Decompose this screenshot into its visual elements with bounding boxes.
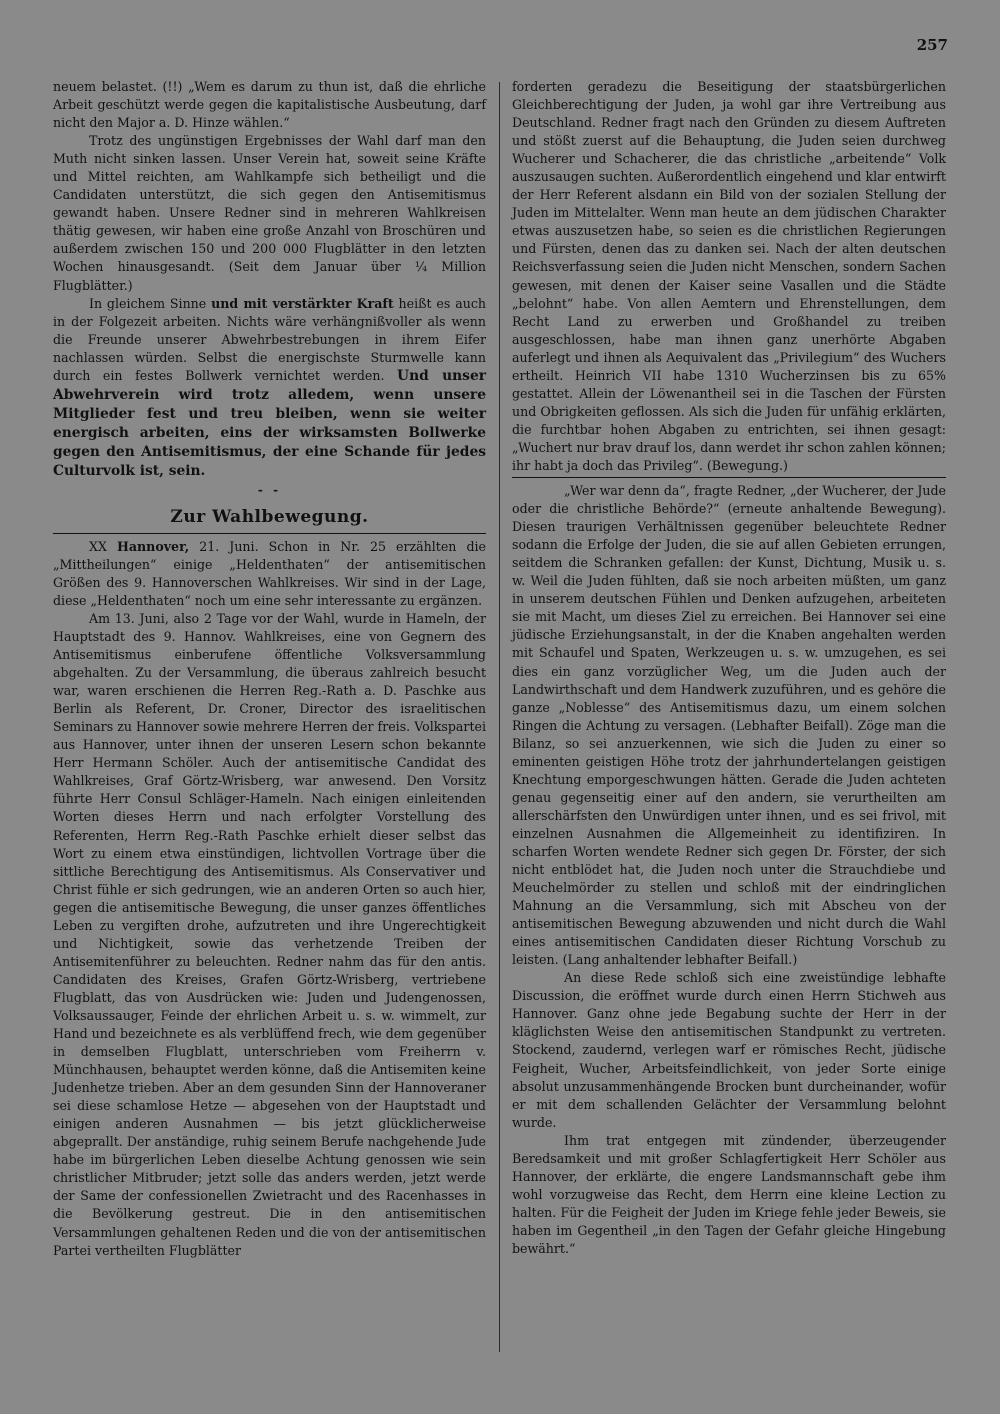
right-paragraph-4: Ihm trat entgegen mit zündender, überzeugender Beredsamkeit und mit großer Schlagfertigkeit Herr Schöler aus Hannover, der erklärte, die engere Landsmannschaft gebe ihm wohl vorzugweise das Recht, dem Herrn eine kleine Lection zu halten. Für die Feigheit der Juden im Kriege fehle jeder Beweis, sie haben im Gegentheil „in den Tagen der Gefahr gleiche Hingebung bewährt.“ [512, 1132, 946, 1256]
paragraph-3-emphasis: und mit verstärkter Kraft [211, 295, 394, 311]
paragraph-3-body: heißt es auch in der Folgezeit arbeiten. Nichts wäre verhängnißvoller als wenn die Freunde unserer Abwehrbestrebungen in ihrem Eifer nachlassen würden. Selbst die energischste Sturmwelle kann durch ein festes Bollwerk vernichtet werden. [53, 295, 486, 383]
left-paragraph-3 [53, 295, 486, 481]
page-number: 257 [916, 36, 948, 54]
column-rule [512, 477, 946, 478]
left-paragraph-5: Am 13. Juni, also 2 Tage vor der Wahl, wurde in Hameln, der Hauptstadt des 9. Hannov. Wahlkreises, eine von Gegnern des Antisemitismus einberufene öffentliche Volksversammlung abgehalten. Zu der Versammlung, die überaus zahlreich besucht war, waren erschienen die Herren Reg.-Rath a. D. Paschke aus Berlin als Referent, Dr. Croner, Director des israelitischen Seminars zu Hannover sowie mehrere Herren der freis. Volkspartei aus Hannover, unter ihnen der unseren Lesern schon bekannte Herr Hermann Schöler. Auch der antisemitische Candidat des Wahlkreises, Graf Görtz-Wrisberg, war anwesend. Den Vorsitz führte Herr Consul Schläger-Hameln. Nach einigen einleitenden Worten dieses Herrn und nach erfolgter Vorstellung des Referenten, Herrn Reg.-Rath Paschke erhielt dieser selbst das Wort zu einem etwa einstündigen, lichtvollen Vortrage über die sittliche Berechtigung des Antisemitismus. Als Conservativer und Christ fühle er sich gedrungen, wie an anderen Orten so auch hier, gegen die antisemitische Bewegung, die unser ganzes öffentliches Leben zu vergiften drohe, aufzutreten und ihre Ungerechtigkeit und Nichtigkeit, sowie das verhetzende Treiben der Antisemitenführer zu beleuchten. Redner nahm das für den antis. Candidaten des Kreises, Grafen Görtz-Wrisberg, vertriebene Flugblatt, das von Ausdrücken wie: Juden und Judengenossen, Volksaussauger, Feinde der ehrlichen Arbeit u. s. w. wimmelt, zur Hand und bezeichnete es als verblüffend frech, wie dem gegenüber in demselben Flugblatt, unterschrieben vom Freiherrn v. Münchhausen, behauptet werden könne, daß die Antisemiten keine Judenhetze trieben. Aber an dem gesunden Sinn der Hannoveraner sei diese schamlose Hetze — abgesehen von der Hauptstadt und einigen anderen Ausnahmen — bis jetzt glücklicherweise abgeprallt. Der anständige, ruhig seinem Berufe nachgehende Jude habe im bürgerlichen Leben dieselbe Achtung genossen wie sein christlicher Mitbruder; jetzt solle das anders werden, jetzt werde der Same der confessionellen Zwietracht und des Racenhasses in die Bevölkerung gestreut. Die in den antisemitischen Versammlungen gehaltenen Reden und die von der antisemitischen Partei vertheilten Flugblätter [53, 610, 486, 1258]
left-paragraph-2: Trotz des ungünstigen Ergebnisses der Wahl darf man den Muth nicht sinken lassen. Unser Verein hat, soweit seine Kräfte und Mittel reichten, am Wahlkampfe sich betheiligt und die Candidaten unterstützt, die sich gegen den Antisemitismus gewandt haben. Unsere Redner sind in mehreren Wahlkreisen thätig gewesen, wir haben eine große Anzahl von Broschüren und außerdem zwischen 150 und 200 000 Flugblätter in den letzten Wochen hinausgesandt. (Seit dem Januar über ¼ Million Flugblätter.) [53, 133, 486, 293]
dateline-place: Hannover, [116, 538, 190, 554]
heading-rule [53, 533, 486, 534]
right-column [512, 78, 946, 1258]
dateline-marker: XX [89, 538, 117, 554]
paragraph-4-body: 21. Juni. Schon in Nr. 25 erzählten die „Mittheilungen“ einige „Heldenthaten“ der antisemitischen Größen des 9. Hannoverschen Wahlkreises. Wir sind in der Lage, diese „Heldenthaten“ noch um eine sehr interessante zu ergänzen. [53, 538, 486, 608]
right-paragraph-2: „Wer war denn da“, fragte Redner, „der Wucherer, der Jude oder die christliche Behörde?“ (erneute anhaltende Bewegung). Diesen traurigen Verhältnissen gegenüber beleuchtete Redner sodann die Erfolge der Juden, die sie auf allen Gebieten errungen, seitdem die Schranken gefallen: der Kunst, Dichtung, Musik u. s. w. Weil die Juden fühlten, daß sie noch arbeiten müßten, um ganz in unserem deutschen Fühlen und Denken aufzugehen, arbeiteten sie mit Macht, um dieses Ziel zu erreichen. Bei Hannover sei eine jüdische Erziehungsanstalt, in der die Knaben angehalten werden mit Schaufel und Spaten, Werkzeugen u. s. w. umzugehen, es sei dies ein ganz vorzüglicher Weg, um die Juden auch der Landwirthschaft und dem Handwerk zuzuführen, und es gehöre die ganze „Noblesse“ des Antisemitismus dazu, um einem solchen Ringen die Achtung zu versagen. (Lebhafter Beifall). Zöge man die Bilanz, so sei anzuerkennen, wie sich die Juden zu einer so eminenten geistigen Höhe trotz der jahrhundertelangen geistigen Knechtung emporgeschwungen hätten. Gerade die Juden achteten genau gegenseitig einer auf den andern, sie verurtheilten am allerschärfsten den Unwürdigen unter ihnen, und es sei frivol, mit einzelnen Ausnahmen die Allgemeinheit zu identifiziren. In scharfen Worten wendete Redner sich gegen Dr. Förster, der sich nicht entblödet hat, die Juden noch unter die Strauchdiebe und Meuchelmörder zu stellen und schloß mit der eindringlichen Mahnung an die Versammlung, sich mit Abscheu von der antisemitischen Bewegung abzuwenden und nicht durch die Wahl eines antisemitischen Candidaten dieser Richtung Vorschub zu leisten. (Lang anhaltender lebhafter Beifall.) [512, 483, 946, 968]
section-divider: - - [257, 482, 282, 497]
left-column [53, 78, 486, 1260]
paragraph-3-lead: In gleichem Sinne [89, 295, 212, 311]
section-heading: Zur Wahlbewegung. [170, 506, 369, 527]
paragraph-3-closing-statement: Und unser Abwehrverein wird trotz alledem, wenn unsere Mitglieder fest und treu bleiben, wenn sie weiter energisch arbeiten, eins der wirksamsten Bollwerke gegen den Antisemitismus, der eine Schande für jedes Culturvolk ist, sein. [53, 367, 487, 479]
column-separator [499, 82, 500, 1352]
left-paragraph-4 [53, 538, 486, 610]
left-paragraph-1: neuem belastet. (!!) „Wem es darum zu thun ist, daß die ehrliche Arbeit geschützt werde gegen die kapitalistische Ausbeutung, darf nicht den Major a. D. Hinze wählen.“ [53, 79, 486, 131]
right-paragraph-3: An diese Rede schloß sich eine zweistündige lebhafte Discussion, die eröffnet wurde durch einen Herrn Stichweh aus Hannover. Ganz ohne jede Begabung suchte der Herr in der kläglichsten Weise den antisemitischen Standpunkt zu vertreten. Stockend, zaudernd, verlegen warf er römisches Recht, jüdische Feigheit, Wucher, Arbeitsfeindlichkeit, von jeder Sorte einige absolut unzusammenhängende Brocken bunt durcheinander, wofür er mit dem schallenden Gelächter der Versammlung belohnt wurde. [512, 970, 946, 1130]
right-paragraph-1: forderten geradezu die Beseitigung der staatsbürgerlichen Gleichberechtigung der Juden, ja wohl gar ihre Vertreibung aus Deutschland. Redner fragt nach den Gründen zu diesem Auftreten und stößt zuerst auf die Behauptung, die Juden seien durchweg Wucherer und Schacherer, die das christliche „arbeitende“ Volk auszusaugen suchten. Außerordentlich eingehend und klar entwirft der Herr Referent alsdann ein Bild von der sozialen Stellung der Juden im Mittelalter. Wenn man heute an dem jüdischen Charakter etwas auszusetzen habe, so seien es die christlichen Regierungen und Fürsten, denen das zu danken sei. Nach der alten deutschen Reichsverfassung seien die Juden nicht Menschen, sondern Sachen gewesen, mit denen der Kaiser seine Vasallen und die Städte „belohnt“ habe. Von allen Aemtern und Ehrenstellungen, dem Recht Land zu erwerben und Großhandel zu treiben ausgeschlossen, habe man ihnen ganz unerhörte Abgaben auferlegt und ihnen als Aequivalent das „Privilegium“ des Wuchers ertheilt. Heinrich VII habe 1310 Wucherzinsen bis zu 65% gestattet. Allein der Löwenantheil sei in die Taschen der Fürsten und Obrigkeiten geflossen. Als sich die Juden für unfähig erklärten, die furchtbar hohen Abgaben zu entrichten, sei ihnen gesagt: „Wuchert nur brav drauf los, dann werdet ihr schon zahlen können; ihr habt ja doch das Privileg“. (Bewegung.) [512, 79, 946, 473]
